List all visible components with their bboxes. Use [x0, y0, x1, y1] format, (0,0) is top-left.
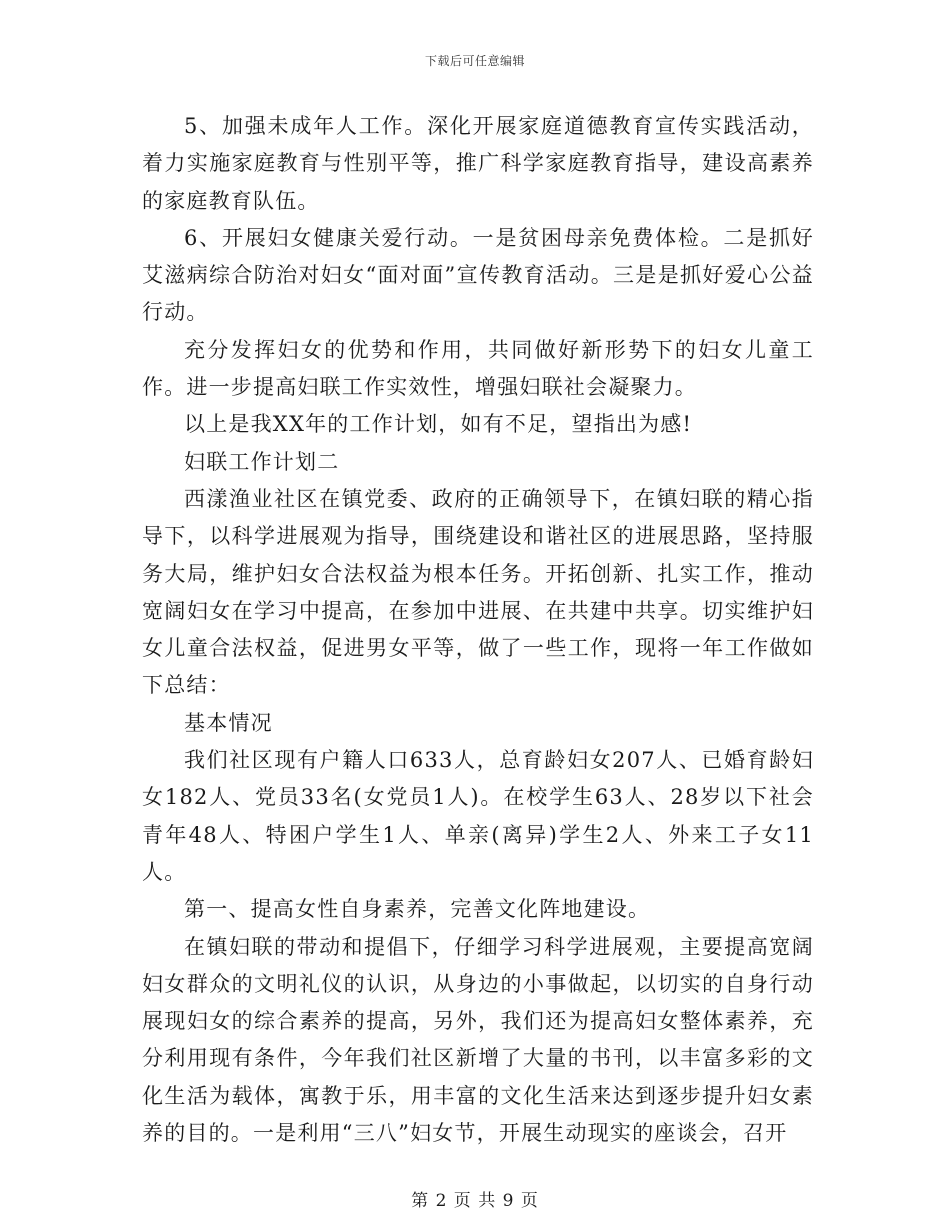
- section-heading-first: 第一、提高女性自身素养，完善文化阵地建设。: [184, 897, 651, 922]
- section-title-plan-two: 妇联工作计划二: [184, 449, 340, 474]
- paragraph-item-6-health: 6、开展妇女健康关爱行动。一是贫困母亲免费体检。二是抓好艾滋病综合防治对妇女“面对面”宣传教育活动。三是是抓好爱心公益行动。: [142, 225, 814, 325]
- paragraph-closing: 以上是我XX年的工作计划，如有不足，望指出为感!: [184, 412, 693, 437]
- section-heading-basic-info: 基本情况: [184, 710, 273, 735]
- paragraph-population: 我们社区现有户籍人口633人，总育龄妇女207人、已婚育龄妇女182人、党员33名(女党员1人)。在校学生63人、28岁以下社会青年48人、特困户学生1人、单亲(离异)学生2人、外来工子女11人。: [142, 748, 814, 884]
- page-header: 下载后可任意编辑: [424, 54, 525, 68]
- document-body: [142, 108, 814, 1152]
- paragraph-summary: 充分发挥妇女的优势和作用，共同做好新形势下的妇女儿童工作。进一步提高妇联工作实效性，增强妇联社会凝聚力。: [142, 337, 814, 400]
- paragraph-item-5-minors: 5、加强未成年人工作。深化开展家庭道德教育宣传实践活动，着力实施家庭教育与性别平等，推广科学家庭教育指导，建设高素养的家庭教育队伍。: [142, 114, 814, 213]
- page-number-footer: 第 2 页 共 9 页: [411, 1191, 539, 1211]
- paragraph-culture: 在镇妇联的带动和提倡下，仔细学习科学进展观，主要提高宽阔妇女群众的文明礼仪的认识，从身边的小事做起，以切实的自身行动展现妇女的综合素养的提高，另外，我们还为提高妇女整体素养，充分利用现有条件，今年我们社区新增了大量的书刊，以丰富多彩的文化生活为载体，寓教于乐，用丰富的文化生活来达到逐步提升妇女素养的目的。一是利用“三八”妇女节，开展生动现实的座谈会，召开: [142, 934, 814, 1146]
- paragraph-intro: 西漾渔业社区在镇党委、政府的正确领导下，在镇妇联的精心指导下，以科学进展观为指导，围绕建设和谐社区的进展思路，坚持服务大局，维护妇女合法权益为根本任务。开拓创新、扎实工作，推动宽阔妇女在学习中提高，在参加中进展、在共建中共享。切实维护妇女儿童合法权益，促进男女平等，做了一些工作，现将一年工作做如下总结：: [142, 486, 814, 698]
